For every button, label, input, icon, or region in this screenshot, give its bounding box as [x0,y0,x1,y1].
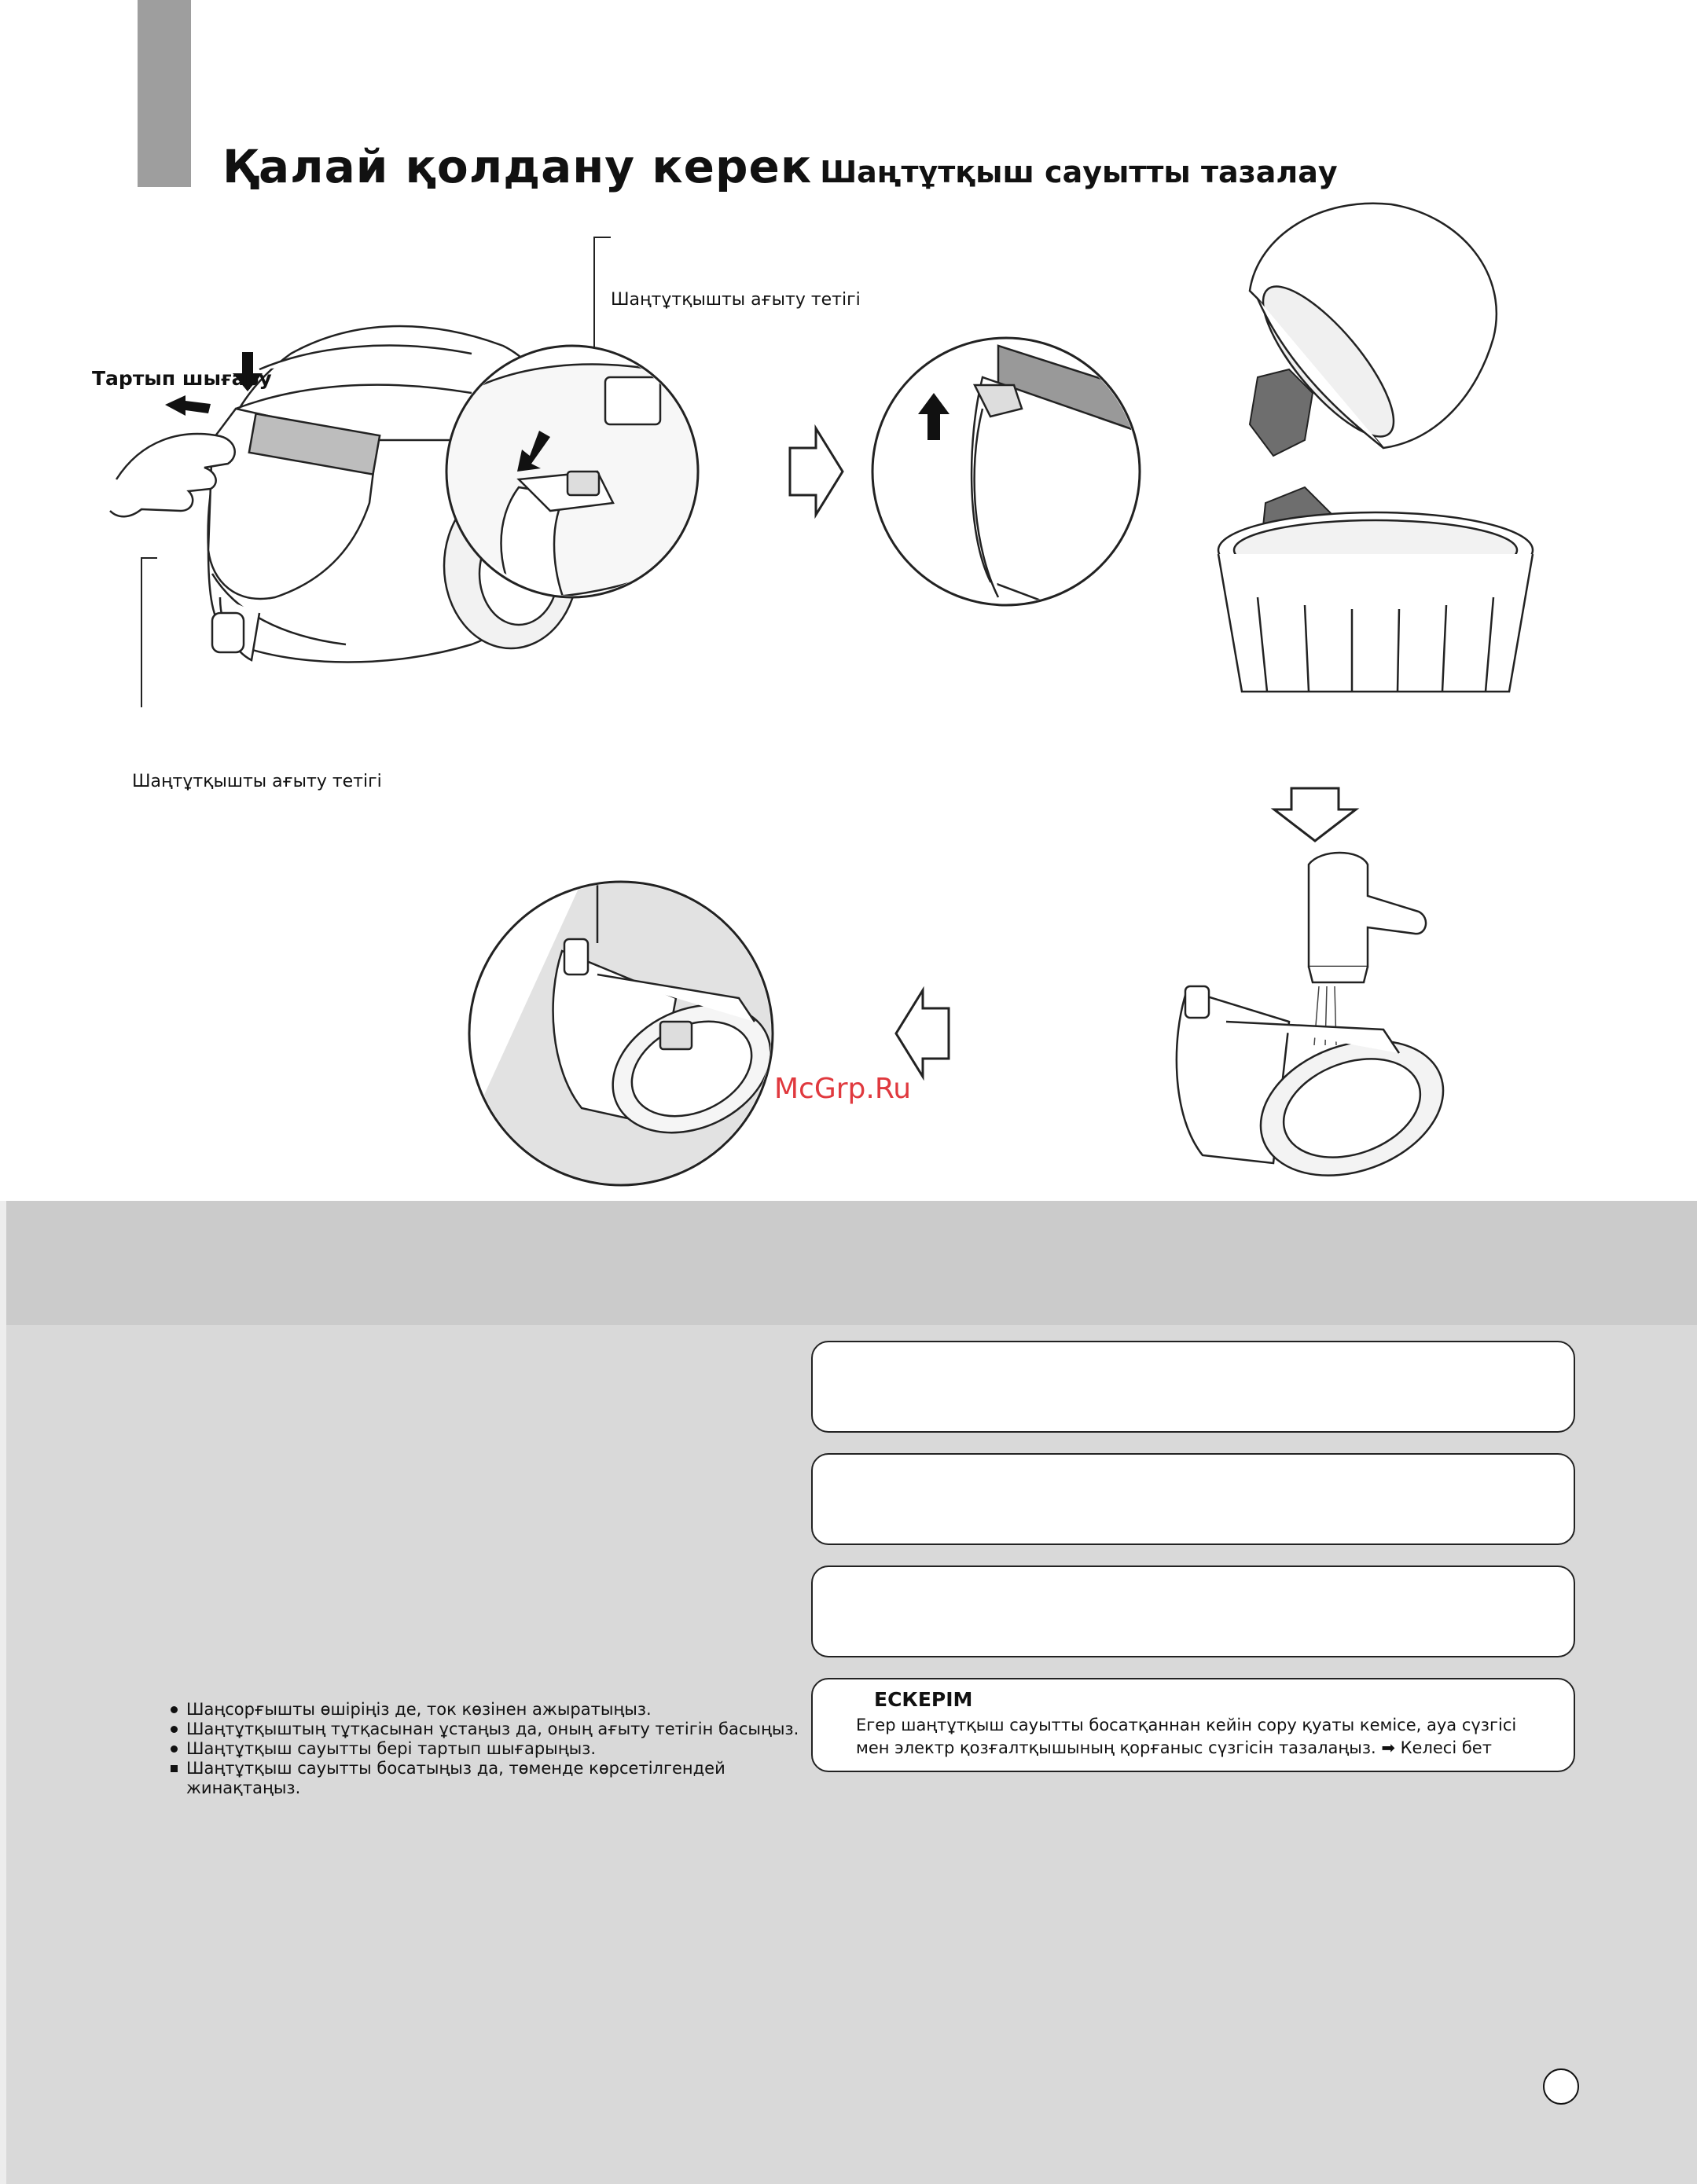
list-item: Шаңтұтқыш сауытты босатыңыз да, төменде көрсетілгендей жинақтаңыз. [169,1759,815,1798]
list-item: Шаңтұтқыш сауытты бері тартып шығарыңыз. [169,1739,815,1759]
step-box-1 [811,1341,1575,1433]
trash-bin-icon [1218,512,1533,692]
panel-edge [0,1201,6,2184]
note-box [811,1678,1575,1772]
list-item: Шаңсорғышты өшіріңіз де, ток көзінен ажыратыңыз. [169,1700,815,1720]
list-item: Шаңтұтқыштың тұтқасынан ұстаңыз да, оның ағыту тетігін басыңыз. [169,1720,815,1739]
instructions-panel-header [6,1201,1697,1325]
note-title: ЕСКЕРІМ [874,1688,973,1711]
step-box-3 [811,1566,1575,1657]
outline-left-arrow-icon [896,990,949,1077]
water-tap-icon [1309,853,1426,982]
release-button-label-bottom: Шаңтұтқышты ағыту тетігі [132,772,382,791]
page-number-circle [1543,2068,1579,2105]
release-button-label-top: Шаңтұтқышты ағыту тетігі [611,290,861,310]
note-text: Егер шаңтұтқыш сауытты босатқаннан кейін сору қуаты кемісе, ауа сүзгісі мен электр қозғалтқышының қорғаныс сүзгісін тазалаңыз. ➡ Келесі бет [856,1716,1517,1757]
zoom-circle-assembly [464,841,792,1195]
pull-out-label: Тартып шығару [92,367,272,390]
step-box-2 [811,1453,1575,1545]
page-title-sub: Шаңтұтқыш сауытты тазалау [820,155,1338,189]
outline-down-arrow-icon [1274,788,1356,841]
page-title-main: Қалай қолдану керек [222,140,813,193]
container-washing [1177,986,1462,1199]
zoom-circle-pull-out [872,338,1195,608]
leader-line-left [141,558,157,707]
left-arrow-icon [165,395,211,416]
watermark: McGrp.Ru [774,1073,912,1105]
instruction-list [169,1700,815,1798]
outline-right-arrow-icon [790,428,843,515]
